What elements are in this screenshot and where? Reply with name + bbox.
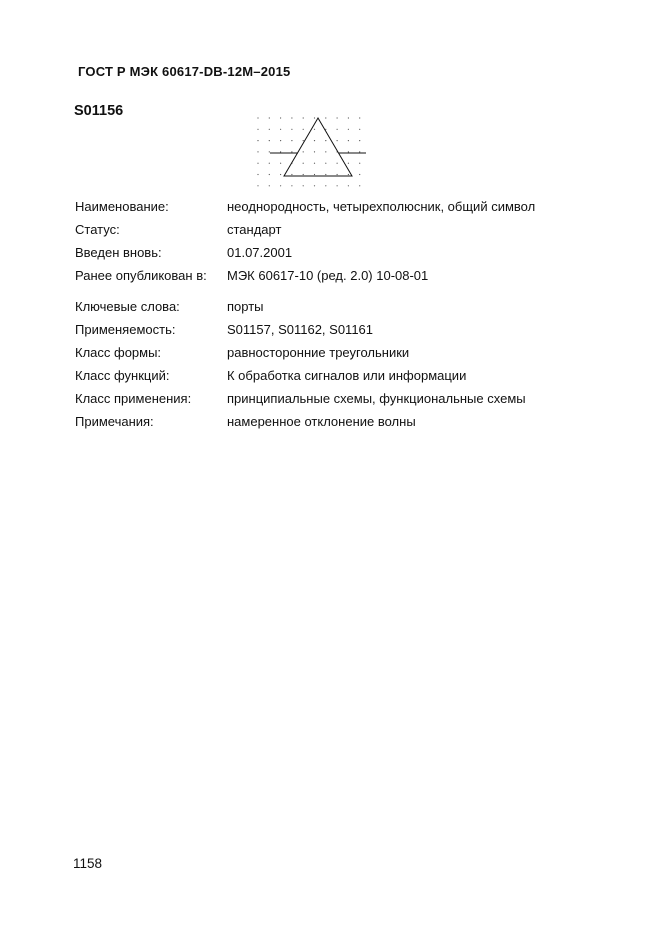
grid-dot bbox=[257, 140, 258, 141]
grid-dot bbox=[280, 117, 281, 118]
property-value: S01157, S01162, S01161 bbox=[227, 322, 374, 337]
grid-dot bbox=[269, 151, 270, 152]
document-header: ГОСТ Р МЭК 60617-DB-12M–2015 bbox=[78, 64, 291, 79]
grid-dot bbox=[257, 129, 258, 130]
grid-dot bbox=[325, 151, 326, 152]
grid-dot bbox=[325, 174, 326, 175]
grid-dot bbox=[337, 140, 338, 141]
grid-dot bbox=[303, 151, 304, 152]
grid-dot bbox=[314, 129, 315, 130]
grid-dot bbox=[280, 163, 281, 164]
grid-dot bbox=[303, 185, 304, 186]
property-value: равносторонние треугольники bbox=[227, 345, 410, 360]
grid-dot bbox=[359, 174, 360, 175]
grid-dot bbox=[325, 117, 326, 118]
grid-dot bbox=[325, 185, 326, 186]
grid-dot bbox=[348, 129, 349, 130]
grid-dot bbox=[257, 174, 258, 175]
grid-dot bbox=[314, 151, 315, 152]
grid-dot bbox=[337, 163, 338, 164]
grid-dot bbox=[269, 140, 270, 141]
grid-dot bbox=[291, 117, 292, 118]
grid-dot bbox=[348, 185, 349, 186]
grid-dot bbox=[359, 117, 360, 118]
grid-dot bbox=[280, 185, 281, 186]
grid-dot bbox=[303, 117, 304, 118]
grid-dot bbox=[314, 140, 315, 141]
grid-dot bbox=[348, 151, 349, 152]
grid-dot bbox=[348, 117, 349, 118]
grid-dot bbox=[303, 129, 304, 130]
property-value: К обработка сигналов или информации bbox=[227, 368, 467, 383]
grid-dot bbox=[269, 117, 270, 118]
grid-dot bbox=[280, 174, 281, 175]
grid-dot bbox=[314, 174, 315, 175]
grid-dot bbox=[337, 129, 338, 130]
grid-dot bbox=[269, 163, 270, 164]
property-value: неоднородность, четырехполюсник, общий символ bbox=[227, 199, 536, 214]
grid-dot bbox=[314, 117, 315, 118]
symbol-id: S01156 bbox=[74, 103, 124, 119]
grid-dot bbox=[337, 117, 338, 118]
grid-dot bbox=[348, 140, 349, 141]
grid-dot bbox=[291, 129, 292, 130]
grid-dot bbox=[303, 174, 304, 175]
triangle-four-port-symbol-icon bbox=[250, 110, 370, 190]
grid-dot bbox=[337, 174, 338, 175]
grid-dot bbox=[291, 140, 292, 141]
grid-dot bbox=[325, 163, 326, 164]
property-value: 01.07.2001 bbox=[227, 245, 293, 260]
grid-dot bbox=[337, 185, 338, 186]
grid-dot bbox=[291, 185, 292, 186]
property-label: Ключевые слова: bbox=[75, 299, 180, 314]
property-label: Ранее опубликован в: bbox=[75, 268, 207, 283]
property-value: стандарт bbox=[227, 222, 282, 237]
grid-dot bbox=[280, 140, 281, 141]
grid-dot bbox=[303, 163, 304, 164]
property-label: Класс формы: bbox=[75, 345, 162, 360]
grid-dot bbox=[280, 151, 281, 152]
grid-dot bbox=[257, 151, 258, 152]
grid-dot bbox=[303, 140, 304, 141]
property-label: Наименование: bbox=[75, 199, 169, 214]
property-label: Класс функций: bbox=[75, 368, 170, 383]
grid-dot bbox=[359, 129, 360, 130]
page-number: 1158 bbox=[73, 856, 103, 871]
grid-dot bbox=[257, 185, 258, 186]
property-label: Класс применения: bbox=[75, 391, 192, 406]
grid-dot bbox=[291, 174, 292, 175]
property-value: намеренное отклонение волны bbox=[227, 414, 416, 429]
property-label: Примечания: bbox=[75, 414, 154, 429]
grid-dot bbox=[314, 163, 315, 164]
property-label: Применяемость: bbox=[75, 322, 176, 337]
grid-dot bbox=[257, 117, 258, 118]
grid-dot bbox=[314, 185, 315, 186]
triangle-shape bbox=[284, 118, 352, 176]
property-label: Введен вновь: bbox=[75, 245, 162, 260]
grid-dot bbox=[269, 129, 270, 130]
grid-dot bbox=[325, 140, 326, 141]
grid-dot bbox=[269, 185, 270, 186]
grid-dot bbox=[348, 174, 349, 175]
grid-dot bbox=[359, 151, 360, 152]
grid-dot bbox=[291, 151, 292, 152]
grid-dot bbox=[359, 185, 360, 186]
grid-dot bbox=[269, 174, 270, 175]
grid-dot bbox=[257, 163, 258, 164]
grid-dot bbox=[280, 129, 281, 130]
property-label: Статус: bbox=[75, 222, 120, 237]
grid-dot bbox=[359, 163, 360, 164]
grid-dot bbox=[348, 163, 349, 164]
property-value: МЭК 60617-10 (ред. 2.0) 10-08-01 bbox=[227, 268, 429, 283]
property-value: принципиальные схемы, функциональные схемы bbox=[227, 391, 526, 406]
grid-dot bbox=[359, 140, 360, 141]
property-value: порты bbox=[227, 299, 264, 314]
